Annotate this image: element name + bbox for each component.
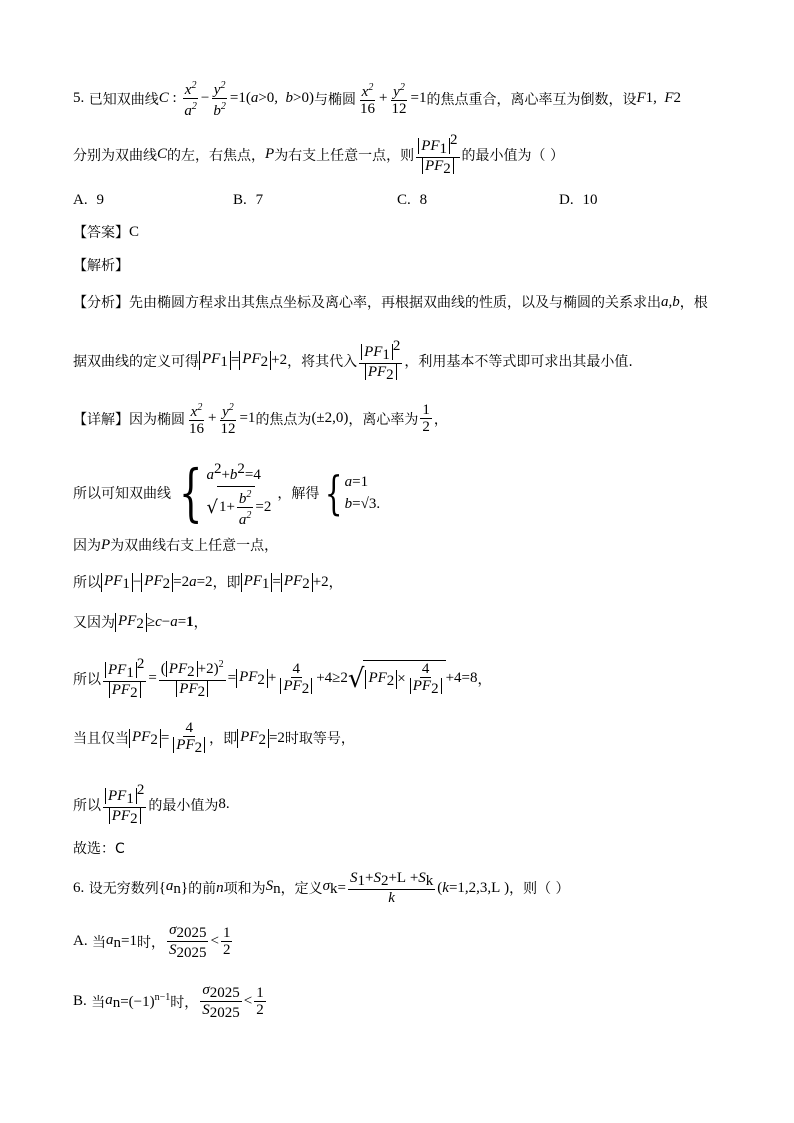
q6-number: 6. — [73, 879, 85, 896]
ellipse-y-term: $\frac{y^2}{12}$ — [391, 82, 407, 117]
option-c[interactable]: C. 8 — [397, 192, 428, 208]
xiangjie-line2: 所以可知双曲线 { $a^2+b^2=4$ √ 1+ $\frac{b^2}{a^2}$ =2 ，解得 { a=1 b=√3. — [73, 456, 381, 529]
q6-option-a[interactable]: A. 当 $a_n$ =1 时， $\frac{\sigma_{2025}}{S_{2025}}$ < $\frac{1}{2}$ — [73, 922, 231, 961]
q5-options — [73, 192, 713, 212]
xiangjie-line4: 所以 $PF_1$ − $PF_2$ =2 a =2 ，即 $PF_1$ = $PF_2$ +2 ， — [73, 572, 343, 592]
option-b[interactable]: B. 7 — [233, 192, 264, 208]
xiangjie-line7: 当且仅当 $PF_2$ = $\frac{4}{PF_2}$ ，即 $PF_2$ =2 时取等号， — [73, 720, 355, 756]
option-d[interactable]: D. 10 — [559, 192, 598, 208]
fenxi-line2: 据双曲线的定义可得 $PF_1$ = $PF_2$ +2 ，将其代入 $\frac{PF_1^2}{PF_2}$ ，利用基本不等式即可求出其最小值. — [73, 338, 633, 383]
xiangjie-line6: 所以 $\frac{PF_1^2}{PF_2}$ = $\frac{( PF_2 +2)^2}{PF_2}$ = $PF_2$ + $\frac{4}{PF_2}$ +4≥2 √ $PF_2$ × $\frac{4}{PF_2}$ +4=8 ， — [73, 656, 492, 701]
answer-value: C — [129, 223, 140, 240]
fenxi-line1: 【分析】 先由椭圆方程求出其焦点坐标及离心率，再根据双曲线的性质，以及与椭圆的关系求出 a , b ，根 — [73, 293, 708, 311]
xiangjie-line8: 所以 $\frac{PF_1^2}{PF_2}$ 的最小值为 8 . — [73, 782, 230, 827]
q5-stem-line1: 5. 已知双曲线 C : $\frac{x^2}{a^2}$ − $\frac{y^2}{b^2}$ =1( a >0, b >0) 与椭圆 $\frac{x^2}{16}$ + $\frac{y^2}{12}$ =1 的焦点重合，离心率互为倒数，设 F 1 , F 2 — [73, 80, 682, 119]
q5-stem-line2: 分别为双曲线 C 的左，右焦点， P 为右支上任意一点，则 $\frac{PF_1^2}{PF_2}$ 的最小值为（ ） — [73, 132, 564, 177]
xiangjie-line5: 又因为 $PF_2$ ≥ c − a =1 ， — [73, 612, 208, 632]
analysis-heading: 【解析】 — [73, 258, 129, 274]
xiangjie-line3: 因为 P 为双曲线右支上任意一点， — [73, 536, 279, 554]
answer-tag: 【答案】 — [73, 225, 129, 241]
ellipse-x-term: $\frac{x^2}{16}$ — [360, 82, 376, 117]
choose-line: 故选：C — [73, 841, 125, 857]
q6-option-b[interactable]: B. 当 $a_n$ $=(-1)^{n-1}$ 时， $\frac{\sigma_{2025}}{S_{2025}}$ < $\frac{1}{2}$ — [73, 982, 264, 1021]
option-a[interactable]: A. 9 — [73, 192, 104, 208]
hyperbola-y-term: $\frac{y^2}{b^2}$ — [213, 80, 226, 119]
hyperbola-x-term: $\frac{x^2}{a^2}$ — [184, 80, 197, 119]
xiangjie-line1: 【详解】 因为椭圆 $\frac{x^2}{16}$ + $\frac{y^2}{12}$ =1 的焦点为 (±2,0) ，离心率为 $\frac{1}{2}$ ， — [73, 402, 448, 437]
q5-number: 5. — [73, 90, 85, 106]
pf1-sq-over-pf2: $\frac{PF_1^2}{PF_2}$ — [416, 132, 459, 177]
q6-stem: 6. 设无穷数列 { $a_n$ } 的前 n 项和为 $S_n$ ，定义 $\sigma_k$ = $\frac{S_1+S_2+L +S_k}{k}$ ( k =1,2,3,L ) ，则（ ） — [73, 870, 570, 906]
answer-line — [73, 222, 139, 242]
